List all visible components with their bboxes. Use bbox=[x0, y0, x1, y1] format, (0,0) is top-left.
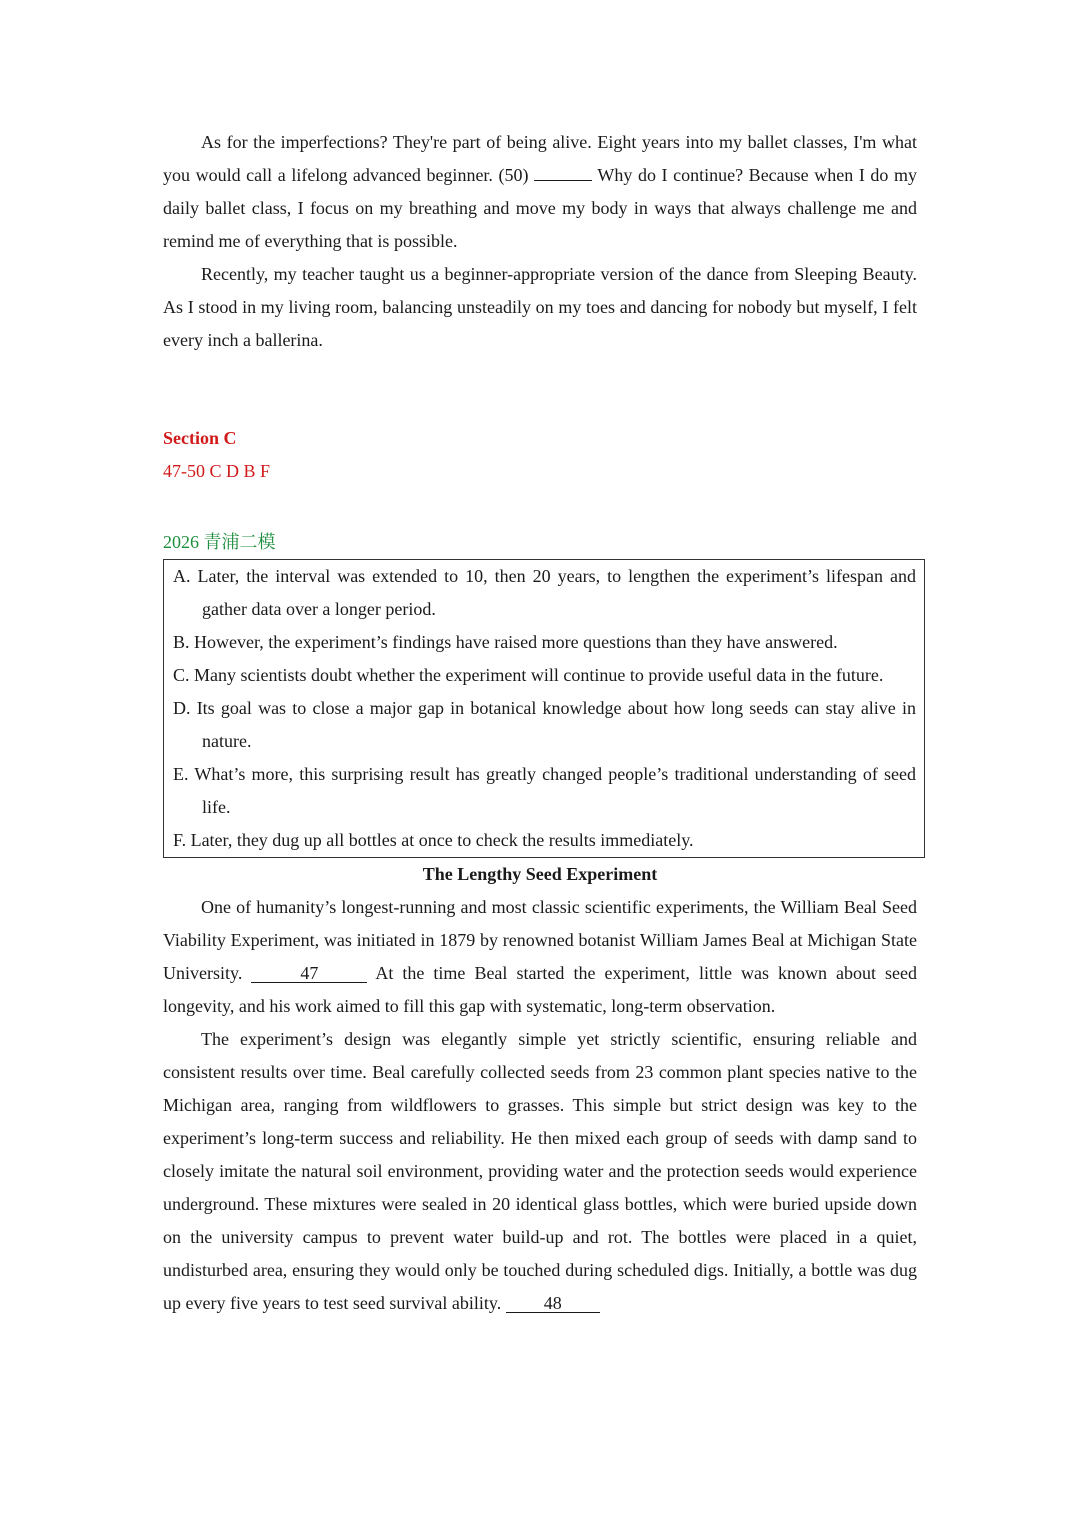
exam-title: 2026 青浦二模 bbox=[163, 532, 276, 552]
option-e: E. What’s more, this surprising result has greatly changed people’s traditional understanding of seed life. bbox=[173, 764, 916, 817]
option-a: A. Later, the interval was extended to 10, then 20 years, to lengthen the experiment’s lifespan and gather data over a longer period. bbox=[173, 566, 916, 619]
answer-blank-48[interactable]: 48 bbox=[506, 1294, 600, 1313]
answer-blank-50[interactable] bbox=[534, 180, 592, 181]
article-title: The Lengthy Seed Experiment bbox=[422, 864, 658, 884]
article-paragraph-1: One of humanity’s longest-running and most classic scientific experiments, the William Beal Seed Viability Experiment, was initiated in 1879 by renowned botanist William James Beal at Michigan State University. 47 At the time Beal started the experiment, little was known about seed longevity, and his work aimed to fill this gap with systematic, long-term observation. bbox=[163, 897, 918, 1016]
option-d: D. Its goal was to close a major gap in botanical knowledge about how long seeds can stay alive in nature. bbox=[173, 698, 916, 751]
option-c: C. Many scientists doubt whether the experiment will continue to provide useful data in the future. bbox=[173, 665, 884, 685]
option-b: B. However, the experiment’s findings have raised more questions than they have answered. bbox=[173, 632, 838, 652]
article-paragraph-2: The experiment’s design was elegantly simple yet strictly scientific, ensuring reliable and consistent results over time. Beal carefully collected seeds from 23 common plant species native to the Michigan area, ranging from wildflowers to grasses. This simple but strict design was key to the experiment’s long-term success and reliability. He then mixed each group of seeds with damp sand to closely imitate the natural soil environment, providing water and the protection seeds would experience underground. These mixtures were sealed in 20 identical glass bottles, which were buried upside down on the university campus to prevent water build-up and rot. The bottles were placed in a quiet, undisturbed area, ensuring they would only be touched during scheduled digs. Initially, a bottle was dug up every five years to test seed survival ability. 48 bbox=[163, 1029, 917, 1313]
spacer bbox=[163, 488, 917, 526]
section-title: Section C bbox=[163, 428, 237, 448]
passage-paragraph-1: As for the imperfections? They're part of being alive. Eight years into my ballet classes, I'm what you would call a lifelong advanced beginner. (50) Why do I continue? Because when I do my daily ballet class, I focus on my breathing and move my body in ways that always challenge me and remind me of everything that is possible. bbox=[163, 132, 917, 251]
option-f: F. Later, they dug up all bottles at once to check the results immediately. bbox=[173, 830, 694, 850]
passage-paragraph-2: Recently, my teacher taught us a beginner-appropriate version of the dance from Sleeping Beauty. As I stood in my living room, balancing unsteadily on my toes and dancing for nobody but myself, I felt every inch a ballerina. bbox=[163, 264, 917, 350]
answer-key: 47-50 C D B F bbox=[163, 461, 271, 481]
document-page bbox=[163, 126, 917, 1320]
options-box bbox=[163, 559, 925, 858]
spacer bbox=[163, 357, 917, 422]
answer-blank-47[interactable]: 47 bbox=[251, 964, 367, 983]
